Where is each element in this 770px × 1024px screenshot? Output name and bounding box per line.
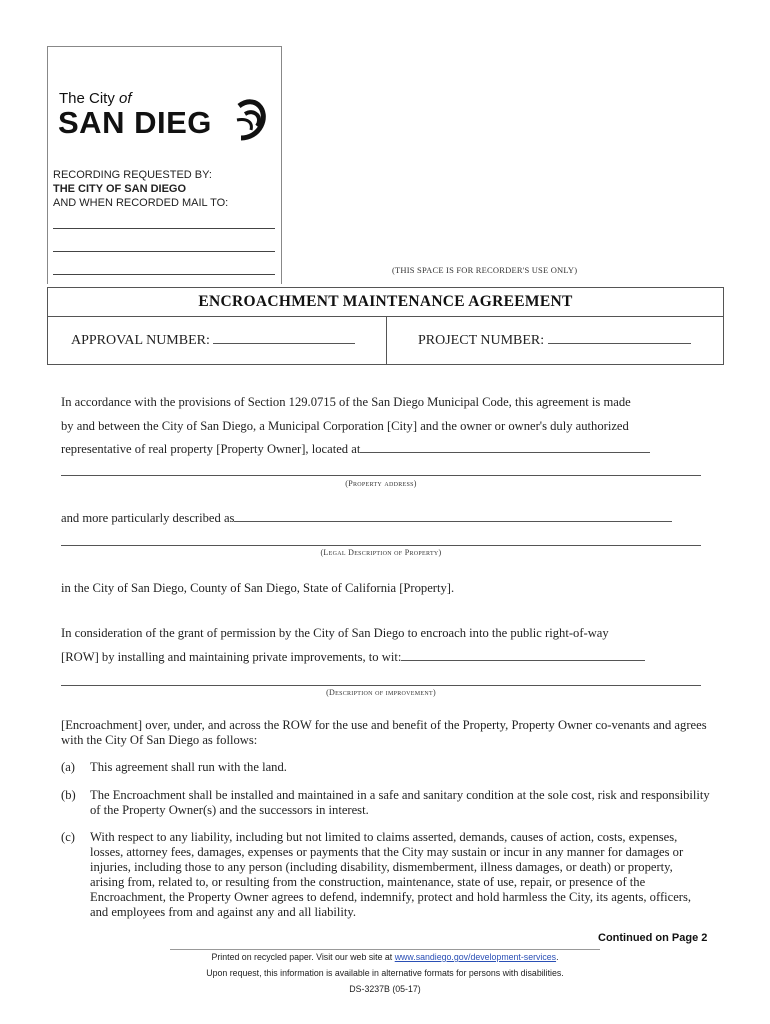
improvement-line[interactable] [401,650,645,661]
paragraph-line: In consideration of the grant of permission by the City of San Diego to encroach into the public right-of-way [61,626,609,640]
caption-improvement: (Description of improvement) [326,688,436,697]
caption-legal-description: (Legal Description of Property) [320,548,442,557]
logo-san-diego: SAN DIEG [58,105,212,140]
website-link[interactable]: www.sandiego.gov/development-services [394,952,557,962]
logo-wave-icon [235,92,271,144]
recording-city: THE CITY OF SAN DIEGO [53,183,187,195]
recorder-use-note: (THIS SPACE IS FOR RECORDER'S USE ONLY) [392,265,578,275]
mail-to-line[interactable] [53,251,275,252]
legal-description-line[interactable] [234,511,672,522]
project-number-field[interactable]: PROJECT NUMBER: [418,333,691,349]
footer-line-1: Printed on recycled paper. Visit our web site at www.sandiego.gov/development-services. [211,952,559,962]
described-as-line: and more particularly described as [61,511,672,526]
improvement-line-2[interactable] [61,685,701,686]
document-title: ENCROACHMENT MAINTENANCE AGREEMENT [198,293,573,310]
footer-line-2: Upon request, this information is available in alternative formats for persons with disabilities. [206,968,564,978]
item-label: (b) [61,788,76,802]
property-location-text: in the City of San Diego, County of San Diego, State of California [Property]. [61,581,455,595]
recording-box [47,46,282,284]
logo-city-of: The City of [59,90,132,107]
recording-requested-by: RECORDING REQUESTED BY: [53,169,212,181]
form-id: DS-3237B (05-17) [349,984,421,994]
continued-note: Continued on Page 2 [598,932,708,944]
item-label: (c) [61,830,75,844]
approval-number-field[interactable]: APPROVAL NUMBER: [71,333,355,349]
mail-to-line[interactable] [53,274,275,275]
paragraph-line: In accordance with the provisions of Section 129.0715 of the San Diego Municipal Code, this agreement is made [61,395,631,409]
caption-property-address: (Property address) [345,479,417,488]
recording-requested-block [53,168,228,210]
property-address-line[interactable] [360,442,650,453]
project-number-line[interactable] [548,333,691,344]
title-box [47,287,724,365]
number-divider [386,316,387,364]
property-owner-line: representative of real property [Property Owner], located at [61,442,650,457]
legal-description-line-2[interactable] [61,545,701,546]
recording-mail-to: AND WHEN RECORDED MAIL TO: [53,197,229,209]
item-text: This agreement shall run with the land. [90,760,287,774]
city-logo [58,88,273,148]
mail-to-line[interactable] [53,228,275,229]
property-address-line-2[interactable] [61,475,701,476]
to-wit-line: [ROW] by installing and maintaining private improvements, to wit: [61,650,645,665]
footer-rule [170,949,600,950]
paragraph-line: by and between the City of San Diego, a Municipal Corporation [City] and the owner or owner's duly authorized [61,419,629,433]
item-text: With respect to any liability, including but not limited to claims asserted, demands, causes of action, costs, expenses, losses, attorney fees, damages, expenses or payments that the City may sustain or incur in any manner for damages or injuries, including those to any person (including disability, dismemberment, illness damages, or death) or property, arising from, related to, or resulting from the construction, maintenance, state of use, repair, or presence of the Encroachment, the Property Owner agrees to defend, indemnify, protect and hold harmless the City, its agents, officers, and employees from and against any and all liability. [90,830,692,919]
covenant-paragraph: [Encroachment] over, under, and across the ROW for the use and benefit of the Property, Property Owner co-venants and agrees with the City Of San Diego as follows: [61,718,707,747]
item-label: (a) [61,760,75,774]
item-text: The Encroachment shall be installed and maintained in a safe and sanitary condition at the sole cost, risk and responsibility of the Property Owner(s) and the successors in interest. [90,788,710,817]
approval-number-line[interactable] [213,333,355,344]
